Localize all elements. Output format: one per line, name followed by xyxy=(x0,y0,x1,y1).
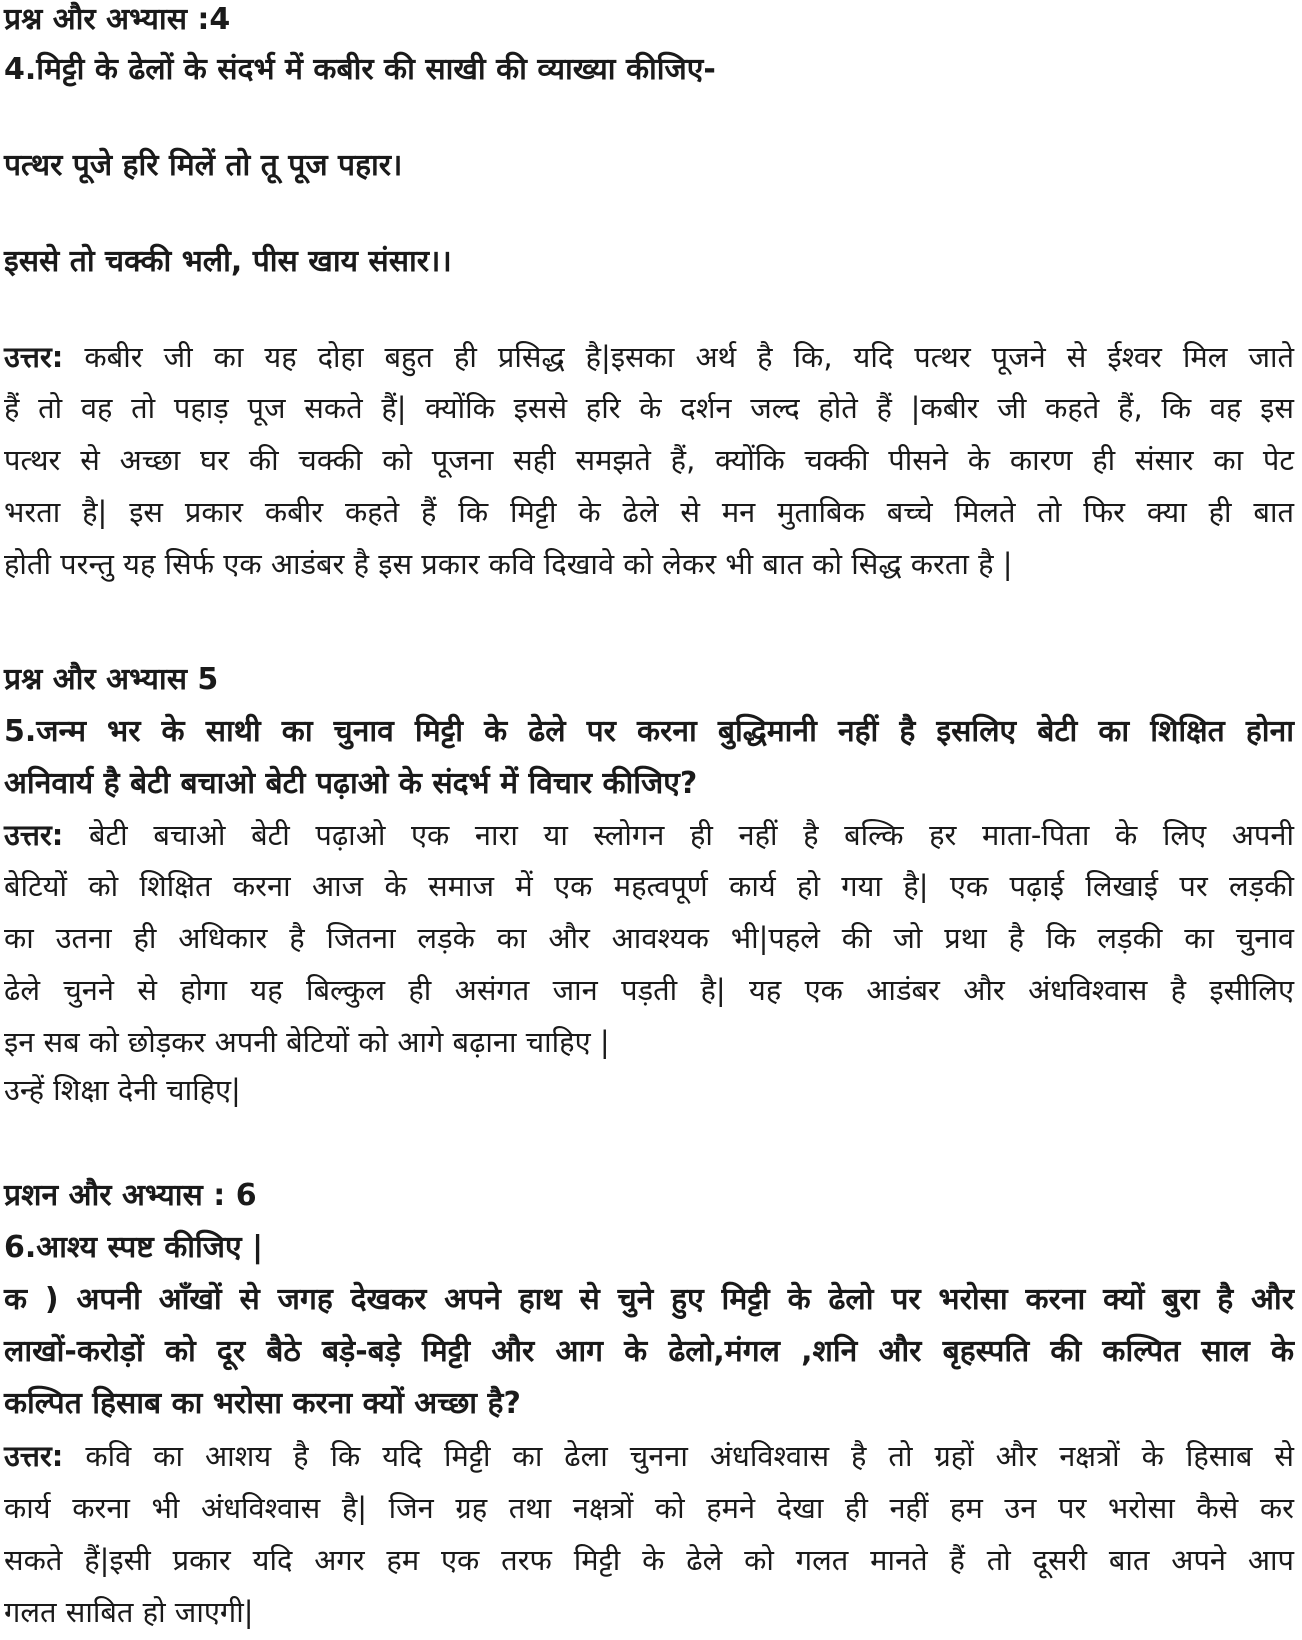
section-5-answer-line-5: इन सब को छोड़कर अपनी बेटियों को आगे बढ़ाना चाहिए | xyxy=(4,1025,610,1059)
section-4-answer-line-5: होती परन्तु यह सिर्फ एक आडंबर है इस प्रकार कवि दिखावे को लेकर भी बात को सिद्ध करता है | xyxy=(4,547,1013,581)
section-5-question-line-1: 5.जन्म भर के साथी का चुनाव मिट्टी के ढेले पर करना बुद्धिमानी नहीं है इसलिए बेटी का शिक्षित होना xyxy=(4,714,1294,749)
section-6-answer-line-3: सकते हैं|इसी प्रकार यदि अगर हम एक तरफ मिट्टी के ढेले को गलत मानते हैं तो दूसरी बात अपने आप xyxy=(4,1543,1294,1577)
section-5-answer-line-1: उत्तर: बेटी बचाओ बेटी पढ़ाओ एक नारा या स्लोगन ही नहीं है बल्कि हर माता-पिता के लिए अपनी xyxy=(4,818,1294,852)
section-5-heading: प्रश्न और अभ्यास 5 xyxy=(4,662,219,697)
answer-label: उत्तर: xyxy=(4,1439,64,1473)
document-page xyxy=(4,0,1296,1640)
section-4-answer-line-1: उत्तर: कबीर जी का यह दोहा बहुत ही प्रसिद्ध है|इसका अर्थ है कि, यदि पत्थर पूजने से ईश्वर मिल जाते xyxy=(4,340,1294,374)
section-4-answer-line-4: भरता है| इस प्रकार कबीर कहते हैं कि मिट्टी के ढेले से मन मुताबिक बच्चे मिलते तो फिर क्या ही बात xyxy=(4,495,1294,529)
answer-label: उत्तर: xyxy=(4,340,64,374)
couplet-line-2: इससे तो चक्की भली, पीस खाय संसार।। xyxy=(4,244,452,279)
answer-label: उत्तर: xyxy=(4,818,64,852)
section-6-heading: प्रशन और अभ्यास : 6 xyxy=(4,1178,257,1213)
section-4-answer-line-3: पत्थर से अच्छा घर की चक्की को पूजना सही समझते हैं, क्योंकि चक्की पीसने के कारण ही संसार का पेट xyxy=(4,443,1294,477)
section-6-answer-line-4: गलत साबित हो जाएगी| xyxy=(4,1595,254,1629)
section-5-answer-line-2: बेटियों को शिक्षित करना आज के समाज में एक महत्वपूर्ण कार्य हो गया है| एक पढ़ाई लिखाई पर लड़की xyxy=(4,869,1294,903)
section-4-answer-line-2: हैं तो वह तो पहाड़ पूज सकते हैं| क्योंकि इससे हरि के दर्शन जल्द होते हैं |कबीर जी कहते हैं, कि वह इस xyxy=(4,391,1294,425)
section-6-answer-line-1: उत्तर: कवि का आशय है कि यदि मिट्टी का ढेला चुनना अंधविश्वास है तो ग्रहों और नक्षत्रों के हिसाब से xyxy=(4,1439,1294,1473)
section-6-question-line-3: कल्पित हिसाब का भरोसा करना क्यों अच्छा है? xyxy=(4,1386,521,1421)
section-6-answer-line-2: कार्य करना भी अंधविश्वास है| जिन ग्रह तथा नक्षत्रों को हमने देखा ही नहीं हम उन पर भरोसा कैसे कर xyxy=(4,1491,1294,1525)
couplet-line-1: पत्थर पूजे हरि मिलें तो तू पूज पहार। xyxy=(4,148,403,183)
section-5-question-line-2: अनिवार्य है बेटी बचाओ बेटी पढ़ाओ के संदर्भ में विचार कीजिए? xyxy=(4,766,698,801)
section-5-answer-line-3: का उतना ही अधिकार है जितना लड़के का और आवश्यक भी|पहले की जो प्रथा है कि लड़की का चुनाव xyxy=(4,921,1294,955)
section-4-question: 4.मिट्टी के ढेलों के संदर्भ में कबीर की साखी की व्याख्या कीजिए- xyxy=(4,52,716,87)
section-5-answer-line-4: ढेले चुनने से होगा यह बिल्कुल ही असंगत जान पड़ती है| यह एक आडंबर और अंधविश्वास है इसीलिए xyxy=(4,973,1294,1007)
section-4-heading: प्रश्न और अभ्यास :4 xyxy=(4,2,231,37)
section-6-question-line-1: क ) अपनी आँखों से जगह देखकर अपने हाथ से चुने हुए मिट्टी के ढेलो पर भरोसा करना क्यों बुरा है और xyxy=(4,1282,1294,1317)
section-6-question-line-2: लाखों-करोड़ों को दूर बैठे बड़े-बड़े मिट्टी और आग के ढेलो,मंगल ,शनि और बृहस्पति की कल्पित साल के xyxy=(4,1334,1294,1369)
section-5-answer-line-6: उन्हें शिक्षा देनी चाहिए| xyxy=(4,1073,241,1107)
section-6-subheading: 6.आश्य स्पष्ट कीजिए | xyxy=(4,1230,264,1265)
